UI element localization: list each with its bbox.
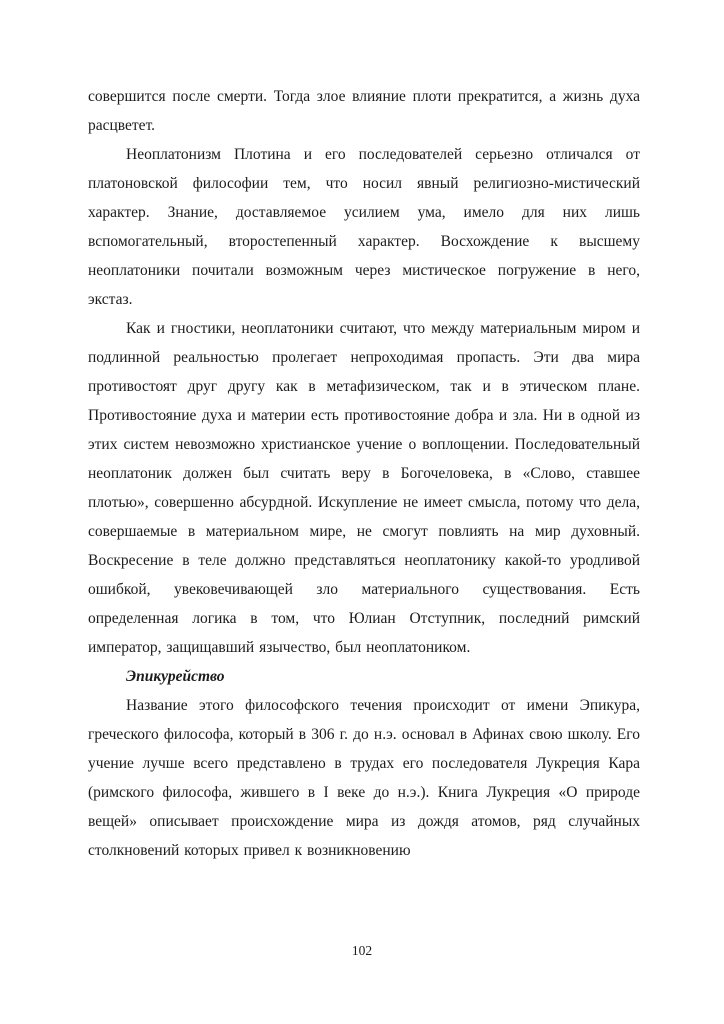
paragraph: Название этого философского течения происходит от имени Эпикура, греческого философа, который в 306 г. до н.э. основал в Афинах свою школу. Его учение лучше всего представлено в трудах его последователя Лукреция Кара (римского философа, жившего в I веке до н.э.). Книга Лукреция «О природе вещей» описывает происхождение мира из дождя атомов, ряд случайных столкновений которых привел к возникновению [88,697,640,859]
page-number: 102 [351,943,373,958]
paragraph: Как и гностики, неоплатоники считают, что между материальным миром и подлинной реальностью пролегает непроходимая пропасть. Эти два мира противостоят друг другу как в метафизическом, так и в этическом плане. Противостояние духа и материи есть противостояние добра и зла. Ни в одной из этих систем невозможно христианское учение о воплощении. Последовательный неоплатоник должен был считать веру в Богочеловека, в «Слово, ставшее плотью», совершенно абсурдной. Искупление не имеет смысла, потому что дела, совершаемые в материальном мире, не смогут повлиять на мир духовный. Воскресение в теле должно представляться неоплатонику какой-то уродливой ошибкой, увековечивающей зло материального существования. Есть определенная логика в том, что Юлиан Отступник, последний римский император, защищавший язычество, был неоплатоником. [88,320,640,656]
paragraph: совершится после смерти. Тогда злое влияние плоти прекратится, а жизнь духа расцветет. [88,88,640,134]
paragraph: Неоплатонизм Плотина и его последователей серьезно отличался от платоновской философии тем, что носил явный религиозно-мистический характер. Знание, доставляемое усилием ума, имело для них лишь вспомогательный, второстепенный характер. Восхождение к высшему неоплатоники почитали возможным через мистическое погружение в него, экстаз. [88,146,640,308]
section-heading: Эпикурейство [126,668,225,685]
text-block [88,82,640,865]
